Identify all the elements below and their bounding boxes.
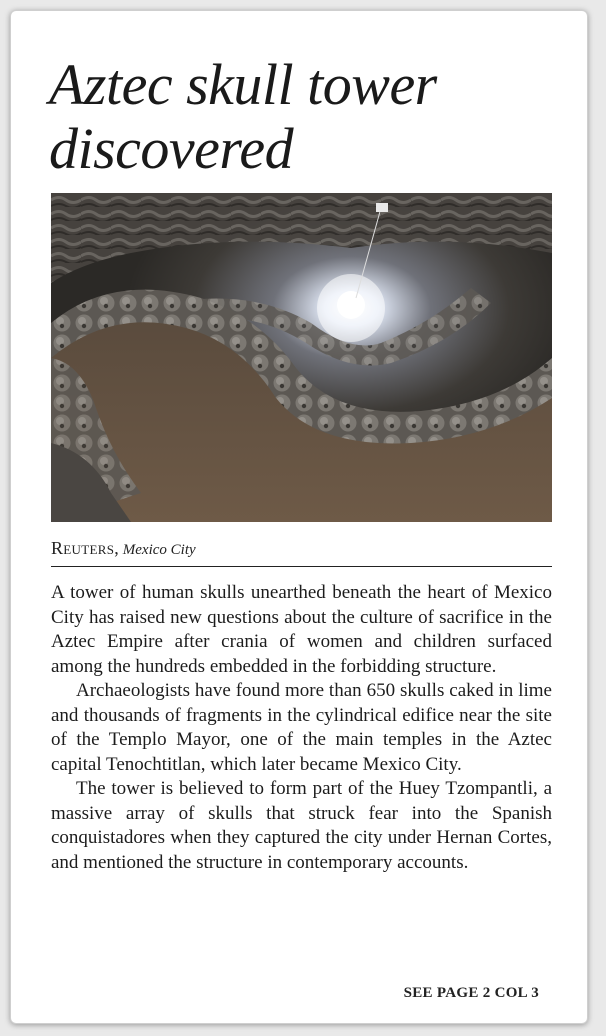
article-byline xyxy=(51,538,552,559)
news-clipping-card xyxy=(10,10,588,1024)
byline-divider xyxy=(51,566,552,567)
article-headline: Aztec skull tower discovered xyxy=(49,52,437,181)
skull-tower-photo xyxy=(51,193,552,522)
byline-location: Mexico City xyxy=(122,542,196,558)
article-paragraph: A tower of human skulls unearthed beneath the heart of Mexico City has raised new questions about the culture of sacrifice in the Aztec Empire after crania of women and children surfaced among the hundreds embedded in the forbidding structure. xyxy=(51,582,552,677)
article-body xyxy=(51,581,552,875)
article-photo xyxy=(51,193,552,522)
article-paragraph: The tower is believed to form part of the Huey Tzompantli, a massive array of skulls that struck fear into the Spanish conquistadores when they captured the city under Hernan Cortes, and mentioned the structure in contemporary accounts. xyxy=(51,778,552,873)
article-paragraph: Archaeologists have found more than 650 skulls caked in lime and thousands of fragments in the cylindrical edifice near the site of the Templo Mayor, one of the main temples in the Aztec capital Tenochtitlan, which later became Mexico City. xyxy=(51,680,552,775)
continued-jump-line: SEE PAGE 2 COL 3 xyxy=(403,985,539,1001)
byline-agency: Reuters, xyxy=(51,538,120,558)
